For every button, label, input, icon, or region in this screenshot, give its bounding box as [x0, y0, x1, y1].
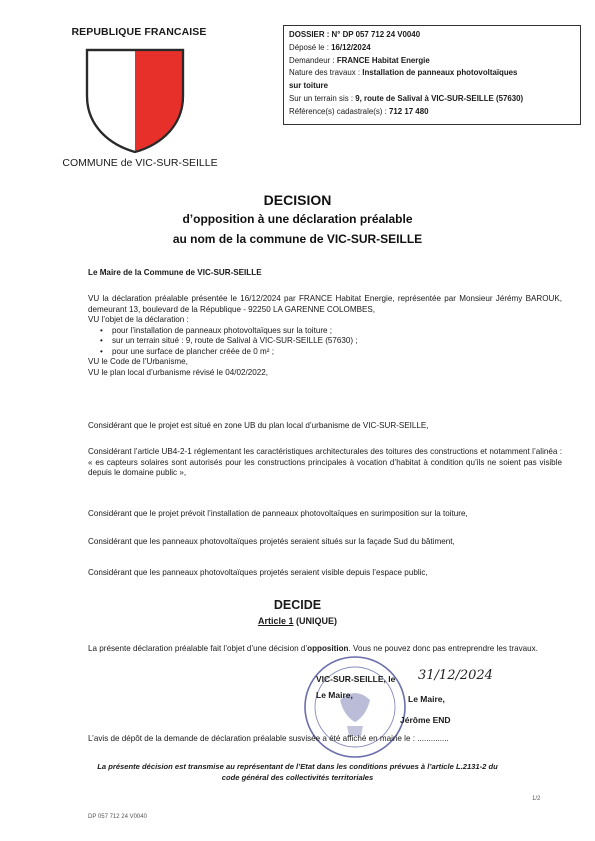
nature-label: Nature des travaux : [289, 68, 363, 78]
vu-plu: VU le plan local d’urbanisme révisé le 04/02/2022, [88, 367, 268, 377]
reference-value: 712 17 480 [388, 106, 429, 116]
vu-declaration: VU la déclaration préalable présentée le 16/12/2024 par FRANCE Habitat Energie, représentée par Monsieur Jérémy BAROUK, demeurant 13, boulevard de la République - 92250 LA GARENNE COLOMBES, [88, 294, 562, 314]
article-label: Article 1 [257, 616, 294, 626]
dossier-number: DOSSIER : N° DP 057 712 24 V0040 [289, 30, 421, 39]
republic-heading: REPUBLIQUE FRANCAISE [71, 26, 207, 38]
footer-reference: DP 057 712 24 V0040 [88, 814, 147, 820]
stamp-maire-label: Le Maire, [316, 690, 353, 700]
considerant-1: Considérant que le projet est situé en zone UB du plan local d’urbanisme de VIC-SUR-SEILLE, [88, 421, 429, 430]
legal-notice [0, 761, 595, 783]
vu-objet: VU l’objet de la déclaration : [88, 315, 189, 325]
vu-code: VU le Code de l’Urbanisme, [88, 357, 188, 367]
considerant-4: Considérant que les panneaux photovoltaïques projetés seraient situés sur la façade Sud du bâtiment, [88, 537, 455, 546]
dossier-info-box [283, 25, 581, 125]
depose-value: 16/12/2024 [331, 42, 371, 52]
article-heading [0, 616, 595, 628]
reference-label: Référence(s) cadastrale(s) : [289, 106, 389, 116]
terrain-value: 9, route de Salival à VIC-SUR-SEILLE (57630) [355, 93, 524, 103]
terrain-line [289, 93, 575, 106]
decide-heading: DECIDE [273, 598, 322, 612]
list-item: • pour l’installation de panneaux photovoltaïques sur la toiture ; [88, 326, 562, 337]
demandeur-value: FRANCE Habitat Energie [336, 55, 430, 65]
handwritten-date: 31/12/2024 [418, 668, 493, 683]
signature-title: Le Maire, [408, 694, 445, 704]
considerant-5: Considérant que les panneaux photovoltaïques projetés seraient visible depuis l’espace public, [88, 568, 428, 577]
decision-subtitle-2: au nom de la commune de VIC-SUR-SEILLE [172, 232, 423, 246]
list-item: • pour une surface de plancher créée de 0 m² ; [88, 347, 562, 358]
demandeur-label: Demandeur : [289, 55, 337, 65]
terrain-label: Sur un terrain sis : [289, 93, 356, 103]
decision-title: DECISION [263, 192, 332, 208]
coat-of-arms-logo [75, 44, 195, 156]
nature-value-2: sur toiture [289, 81, 329, 91]
article-text-2: . Vous ne pouvez donc pas entreprendre les travaux. [348, 644, 538, 653]
demandeur-line [289, 55, 575, 68]
maire-intro: Le Maire de la Commune de VIC-SUR-SEILLE [88, 268, 262, 277]
article-text-bold: opposition [307, 644, 349, 653]
affichage-notice: L’avis de dépôt de la demande de déclaration préalable susvisée a été affiché en mairie le : .............. [88, 734, 449, 743]
page-number: 1/2 [532, 796, 541, 802]
signature-place: VIC-SUR-SEILLE, le [316, 674, 396, 684]
nature-value: Installation de panneaux photovoltaïques [362, 68, 518, 78]
depose-label: Déposé le : [289, 42, 332, 52]
mairie-stamp-seal [300, 652, 410, 762]
article-text-1: La présente déclaration préalable fait l’objet d’une décision d’ [88, 644, 308, 653]
considerant-2: Considérant l’article UB4-2-1 réglementant les caractéristiques architecturales des toitures des constructions et notamment l’alinéa : « es capteurs solaires sont autorisés pour les constructions principales à vocation d’habitat à condition qu’ils ne soient pas visible depuis le domaine public », [88, 447, 562, 478]
commune-name: COMMUNE de VIC-SUR-SEILLE [62, 157, 218, 169]
reference-line [289, 106, 575, 119]
considerant-3: Considérant que le projet prévoit l’installation de panneaux photovoltaïques en surimposition sur la toiture, [88, 509, 468, 518]
list-item: • sur un terrain situé : 9, route de Salival à VIC-SUR-SEILLE (57630) ; [88, 336, 562, 347]
depose-line [289, 42, 575, 55]
article-suffix: (UNIQUE) [293, 616, 338, 626]
decision-subtitle-1: d’opposition à une déclaration préalable [182, 212, 413, 226]
nature-line [289, 67, 575, 80]
legal-notice-line-1: La présente décision est transmise au représentant de l’Etat dans les conditions prévues à l’article L.2131-2 du [97, 762, 498, 771]
legal-notice-line-2: code général des collectivités territoriales [221, 773, 374, 782]
objet-list [88, 326, 562, 358]
visas-block [88, 294, 562, 378]
signatory-name: Jérôme END [400, 715, 451, 725]
